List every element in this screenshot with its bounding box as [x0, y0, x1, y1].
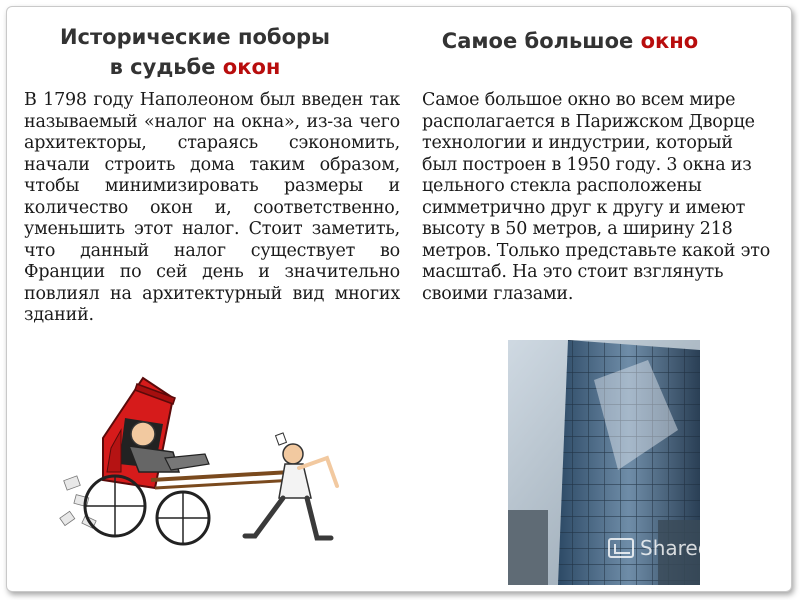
passenger: [129, 422, 209, 472]
watermark-text: Shared: [640, 536, 711, 560]
right-body-text: Самое большое окно во всем мире располагается в Парижском Дворце технологии и индустрии, который был построен в 1950 году. 3 окна из цельного стекла расположены симметрично друг к другу и имеют высоту в 50 метров, а ширину 218 метров. Только представьте какой это масштаб. На это стоит взглянуть своими глазами.: [422, 90, 771, 304]
cartoon-illustration: [55, 368, 355, 558]
left-heading-line2: [45, 52, 345, 82]
right-heading: [420, 26, 720, 56]
slideshare-icon: [608, 538, 634, 558]
flying-papers: [60, 476, 96, 528]
left-body-text: В 1798 году Наполеоном был введен так называемый «налог на окна», из-за чего архитекторы, стараясь сэкономить, начали строить дома таким образом, чтобы минимизировать размеры и количество окон и, соответственно, уменьшить этот налог. Стоит заметить, что данный налог существует во Франции по сей день и значительно повлиял на архитектурный вид многих зданий.: [24, 90, 400, 325]
puller: [245, 433, 337, 538]
left-heading-accent: окон: [222, 55, 281, 79]
watermark: [608, 536, 710, 560]
left-heading-line1: Исторические поборы: [59, 25, 331, 49]
left-heading-line2-prefix: в судьбе: [109, 55, 216, 79]
left-heading: [45, 22, 345, 82]
right-heading-accent: окно: [640, 29, 699, 53]
right-heading-prefix: Самое большое: [441, 29, 634, 53]
